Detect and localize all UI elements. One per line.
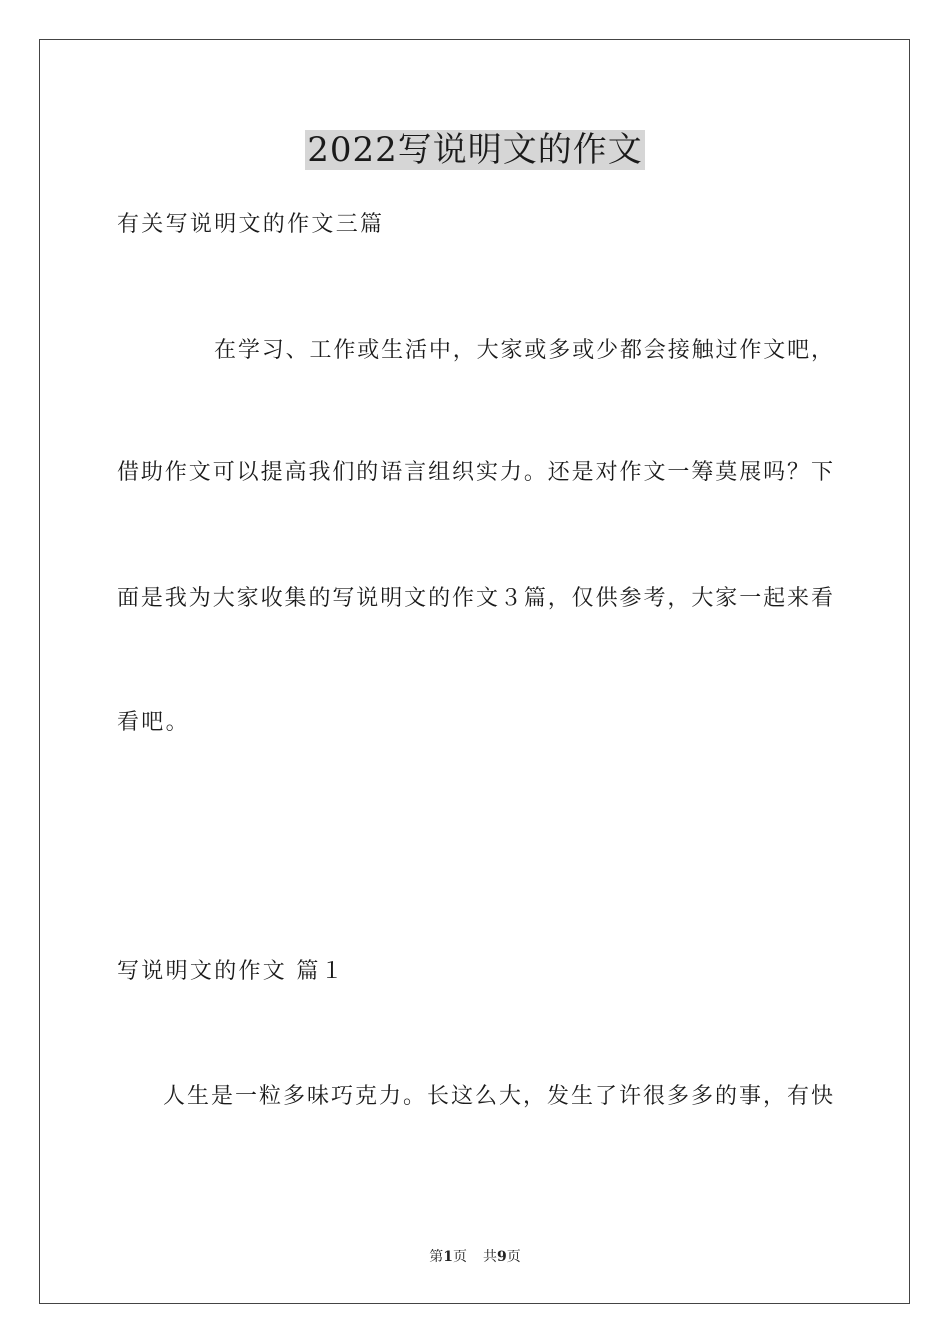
footer-page-unit: 页 (453, 1249, 467, 1265)
page-footer (0, 1246, 950, 1266)
title-text: 2022写说明文的作文 (307, 130, 643, 170)
intro-line-3: 面是我为大家收集的写说明文的作文３篇，仅供参考，大家一起来看 (117, 586, 833, 611)
document-title (0, 128, 950, 172)
intro-line-2: 借助作文可以提高我们的语言组织实力。还是对作文一筹莫展吗？下 (117, 460, 833, 485)
footer-total-unit: 页 (506, 1249, 521, 1265)
intro-line-1: 在学习、工作或生活中，大家或多或少都会接触过作文吧， (214, 338, 833, 363)
section-heading: 写说明文的作文 篇１ (117, 959, 345, 984)
footer-page-current: 1 (443, 1249, 453, 1265)
section-first-line: 人生是一粒多味巧克力。长这么大，发生了许很多多的事，有快 (163, 1084, 833, 1109)
intro-line-4: 看吧。 (117, 710, 190, 735)
footer-page-total: 9 (497, 1249, 507, 1265)
footer-page-prefix: 第 (429, 1249, 444, 1265)
subtitle: 有关写说明文的作文三篇 (117, 212, 385, 237)
footer-total-prefix: 共 (483, 1249, 497, 1265)
